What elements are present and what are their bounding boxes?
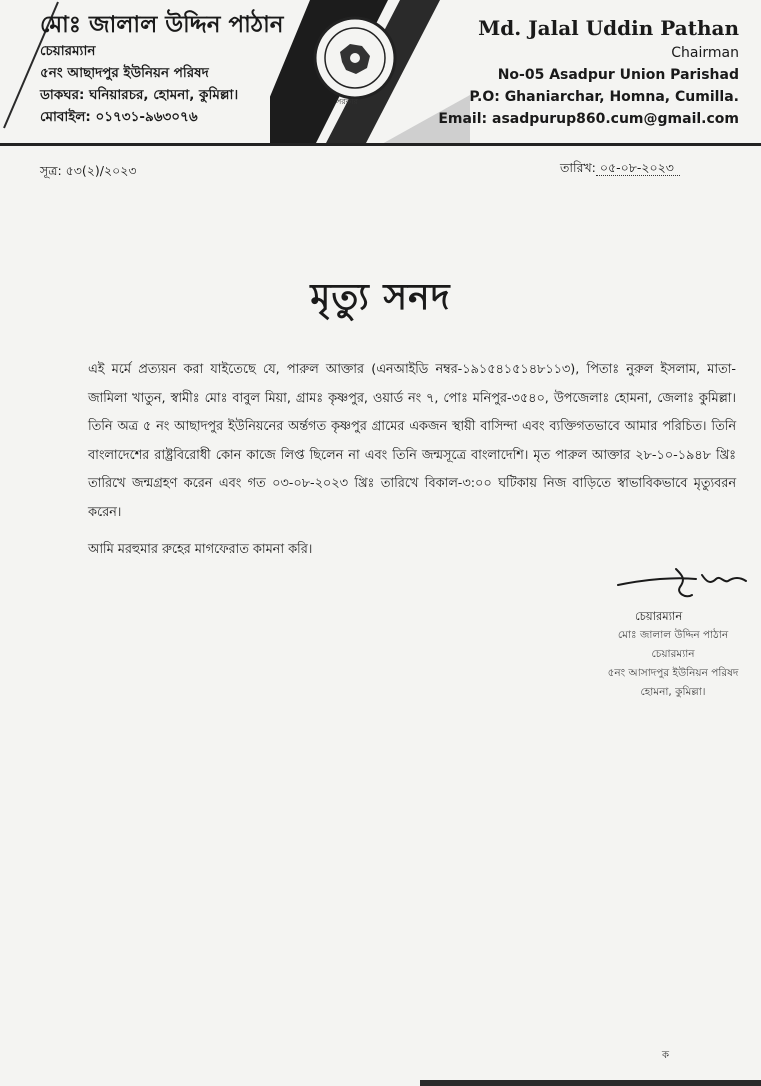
letterhead-english-block	[409, 14, 739, 130]
header-divider	[0, 143, 761, 146]
english-union: No-05 Asadpur Union Parishad	[497, 67, 739, 83]
issue-date	[560, 160, 680, 180]
certificate-body: এই মর্মে প্রত্যয়ন করা যাইতেছে যে, পারুল আক্তার (এনআইডি নম্বর-১৯১৫৪১৫১৪৮১১৩), পিতাঃ নুরুল ইসলাম, মাতা- জামিলা খাতুন, স্বামীঃ মোঃ বাবুল মিয়া, গ্রামঃ কৃষ্ণপুর, ওয়ার্ড নং ৭, পোঃ মনিপুর-৩৫৪০, উপজেলাঃ হোমনা, জেলাঃ কুমিল্লা। তিনি অত্র ৫ নং আছাদপুর ইউনিয়নের অর্ন্তগত কৃষ্ণপুর গ্রামের একজন স্থায়ী বাসিন্দা এবং ব্যক্তিগতভাবে আমার পরিচিত। তিনি বাংলাদেশের রাষ্ট্রবিরোধী কোন কাজে লিপ্ত ছিলেন না এবং তিনি জন্মসূত্রে বাংলাদেশি। মৃত পারুল আক্তার ২৮-১০-১৯৪৮ খ্রিঃ তারিখে জন্মগ্রহণ করেন এবং গত ০৩-০৮-২০২৩ খ্রিঃ তারিখে বিকাল-৩:০০ ঘটিকায় নিজ বাড়িতে স্বাভাবিকভাবে মৃত্যুবরন করেন।	[88, 362, 736, 520]
date-label: তারিখ:	[560, 160, 596, 175]
document-title: মৃত্যু সনদ	[310, 277, 451, 318]
closing-prayer: আমি মরহুমার রুহের মাগফেরাত কামনা করি।	[88, 542, 313, 557]
stamp-location: হোমনা, কুমিল্লা।	[640, 686, 706, 698]
english-designation: Chairman	[671, 45, 739, 61]
government-seal-icon	[315, 18, 395, 98]
english-post-office: P.O: Ghaniarchar, Homna, Cumilla.	[469, 89, 739, 105]
bangla-mobile: মোবাইল: ০১৭৩১-৯৬৩০৭৬	[40, 109, 198, 125]
english-email: Email: asadpurup860.cum@gmail.com	[438, 111, 739, 127]
bangla-designation: চেয়ারম্যান	[40, 43, 96, 59]
date-value: ০৫-০৮-২০২৩	[596, 160, 680, 176]
seal-caption: সরকার	[336, 97, 359, 106]
footer-mark: ক	[662, 1050, 669, 1061]
signatory-title: চেয়ারম্যান	[635, 609, 683, 623]
bangla-post-office: ডাকঘর: ঘনিয়ারচর, হোমনা, কুমিল্লা।	[40, 87, 239, 103]
bangla-union: ৫নং আছাদপুর ইউনিয়ন পরিষদ	[40, 65, 209, 81]
letterhead	[0, 0, 761, 148]
stamp-name: মোঃ জালাল উদ্দিন পাঠান	[617, 629, 729, 641]
letterhead-bangla-block	[40, 10, 310, 128]
reference-number: সূত্র: ৫৩(২)/২০২৩	[40, 163, 137, 178]
bangla-name: মোঃ জালাল উদ্দিন পাঠান	[40, 12, 284, 38]
stamp-union: ৫নং আসাদপুর ইউনিয়ন পরিষদ	[607, 667, 739, 679]
stamp-designation: চেয়ারম্যান	[651, 648, 695, 660]
official-stamp	[585, 626, 761, 702]
scan-edge-artifact	[420, 1078, 761, 1086]
handwritten-signature	[616, 565, 761, 605]
english-name: Md. Jalal Uddin Pathan	[478, 16, 739, 40]
